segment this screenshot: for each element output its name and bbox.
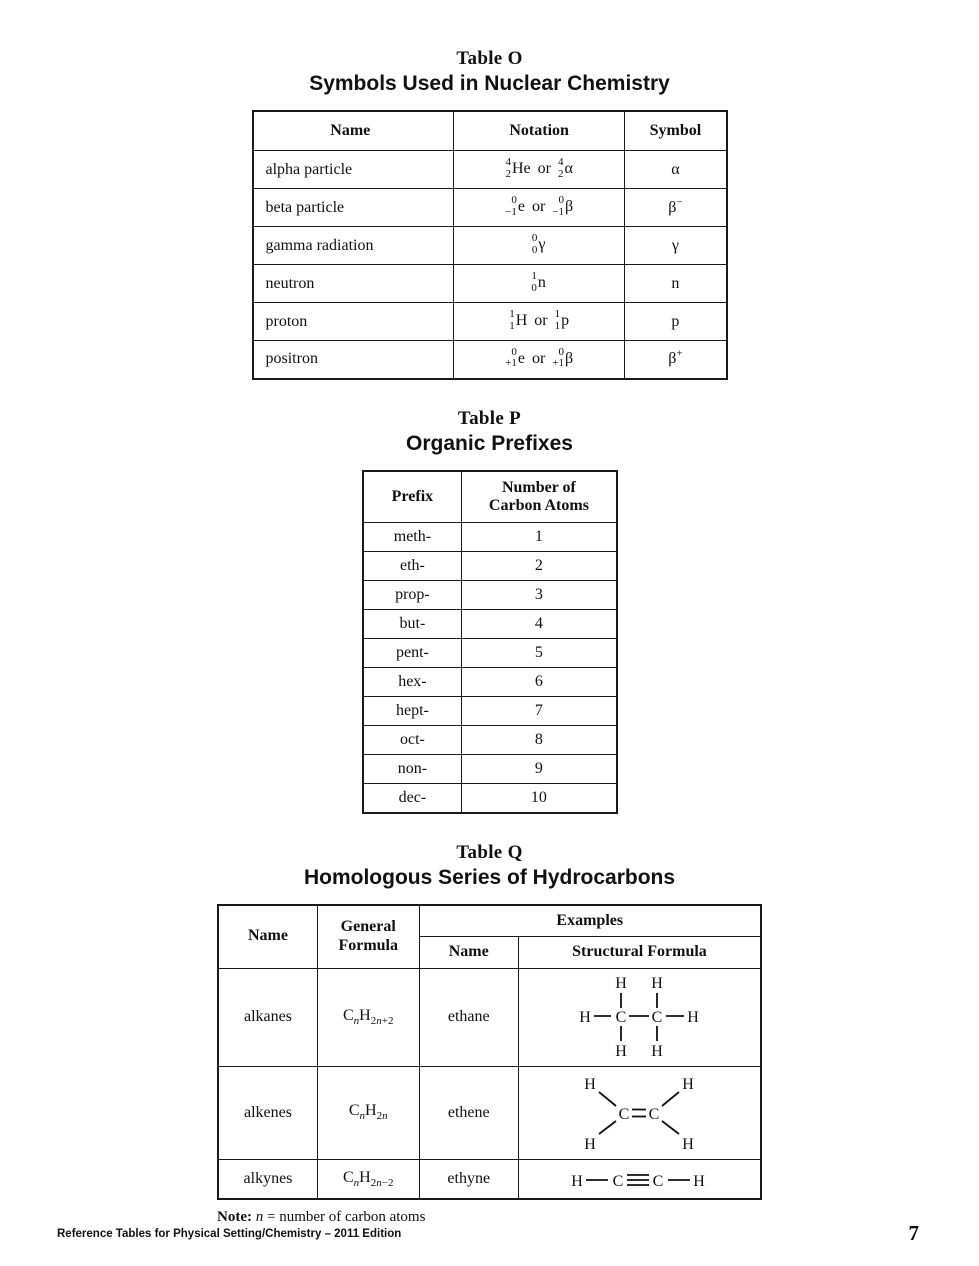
atomic-number: 0 [531,243,538,256]
sub-rest: −2 [381,1176,394,1189]
atom-label: H [682,1135,695,1153]
prefix-cell: dec- [363,784,462,813]
atom-label: C [652,1009,663,1027]
symbol-base: γ [671,236,679,254]
table-o-header-row [253,111,727,151]
series-name: alkenes [218,1066,317,1159]
symbol-charge: + [676,347,683,360]
atomic-number: 1 [554,319,561,332]
table-q-header-row1 [218,905,761,937]
formula-subscript: n [353,1015,360,1028]
nuclide-symbol: e [517,198,525,216]
ethyne-structure [539,1162,739,1196]
table-row [253,151,727,189]
mass-charge-stack [505,157,511,180]
table-row [363,697,617,726]
mass-number: 0 [511,193,517,206]
sub-number: 2 [376,1110,383,1123]
table-p-section [0,408,979,814]
table-row [363,581,617,610]
prefix-cell: hex- [363,668,462,697]
mass-number: 0 [511,345,517,358]
atom-label: C [619,1105,630,1123]
nuclide-notation [505,193,525,218]
particle-name: positron [253,341,454,379]
count-cell: 9 [462,755,617,784]
formula-element: C [348,1102,360,1120]
table-p-subtitle: Organic Prefixes [406,431,573,455]
table-p [362,470,618,814]
formula-element: H [359,1006,371,1024]
table-q-title: Table Q [456,841,523,863]
formula-element: H [359,1168,371,1186]
nuclide-symbol: γ [538,236,546,254]
formula-subscript [371,1015,394,1027]
mass-number: 0 [558,193,564,206]
nuclide-notation [509,307,528,332]
nuclide-notation [546,274,547,291]
symbol-base: p [671,312,680,330]
count-cell: 7 [462,697,617,726]
header-general-formula-line1: General [340,918,396,936]
structural-formula-cell [518,1066,761,1159]
particle-symbol [625,227,727,265]
header-structural-formula: Structural Formula [518,937,761,968]
mass-charge-stack [552,347,564,370]
atom-label: H [651,975,664,993]
prefix-cell: but- [363,610,462,639]
or-text: or [531,349,546,367]
header-carbon-count [462,471,617,523]
nuclide-symbol: H [515,312,528,330]
table-q-section [0,842,979,1226]
nuclide-notation [545,236,546,253]
table-row [218,1159,761,1199]
header-carbon-count-line2: Carbon Atoms [488,496,589,514]
table-row [363,755,617,784]
prefix-cell: eth- [363,552,462,581]
mass-number: 0 [531,231,538,244]
particle-symbol [625,303,727,341]
structural-formula-cell [518,1159,761,1199]
formula-element: C [343,1168,354,1186]
or-text: or [537,160,551,178]
nuclide-symbol: He [511,160,531,178]
particle-name: proton [253,303,454,341]
nuclide-notation [557,155,573,180]
atom-label: H [693,1172,706,1190]
formula-subscript: n [359,1110,366,1123]
formula-element: H [365,1102,377,1120]
particle-notation [454,341,625,379]
example-name: ethene [419,1066,518,1159]
table-q-note [217,1209,762,1226]
structural-formula-cell [518,968,761,1066]
nuclide-symbol: β [565,198,574,216]
sub-n: n [376,1015,382,1028]
header-general-formula [317,905,419,968]
mass-number: 4 [557,155,564,168]
mass-number: 1 [554,307,561,320]
page-number: 7 [908,1221,919,1245]
prefix-cell: non- [363,755,462,784]
symbol-base: β [668,350,677,368]
or-text: or [531,198,546,216]
atomic-number: −1 [552,205,564,218]
footer-edition-text: Reference Tables for Physical Setting/Chemistry – 2011 Edition [57,1228,402,1240]
table-p-header-row [363,471,617,523]
particle-notation [454,151,625,189]
particle-notation [454,189,625,227]
count-cell: 8 [462,726,617,755]
mass-number: 1 [509,307,515,320]
note-text: = number of carbon atoms [266,1209,426,1226]
atom-label: H [579,1009,592,1027]
atomic-number: 2 [505,167,511,180]
formula-subscript [377,1111,388,1123]
table-row [253,303,727,341]
sub-rest: +2 [381,1015,394,1028]
atom-label: H [584,1075,597,1093]
nuclide-notation [554,307,570,332]
table-o-section [0,48,979,380]
atom-label: C [613,1172,624,1190]
sub-n: n [376,1176,382,1189]
table-row [363,552,617,581]
atom-label: H [682,1075,695,1093]
atomic-number: +1 [552,357,564,370]
table-row [363,668,617,697]
note-variable: n [255,1209,264,1226]
mass-charge-stack [509,309,515,332]
mass-charge-stack [531,271,537,294]
symbol-base: n [671,274,680,292]
prefix-cell: meth- [363,523,462,552]
nuclide-notation [505,155,531,180]
count-cell: 10 [462,784,617,813]
atomic-number: 2 [557,167,564,180]
atom-label: H [615,1043,628,1061]
sub-number: 2 [370,1015,377,1028]
table-row [363,726,617,755]
example-name: ethane [419,968,518,1066]
particle-symbol [625,189,727,227]
ethane-structure [549,970,729,1064]
table-o-title: Table O [456,48,523,69]
example-name: ethyne [419,1159,518,1199]
atom-label: H [571,1172,584,1190]
particle-name: beta particle [253,189,454,227]
table-q [217,904,762,1200]
mass-charge-stack [555,309,561,332]
particle-symbol [625,151,727,189]
formula-subscript [371,1177,394,1189]
particle-name: alpha particle [253,151,454,189]
header-notation: Notation [454,111,625,151]
table-row [218,1066,761,1159]
table-o [252,110,728,380]
atomic-number: −1 [505,205,517,218]
count-cell: 2 [462,552,617,581]
general-formula [317,1066,419,1159]
count-cell: 1 [462,523,617,552]
table-row [363,639,617,668]
symbol-base: β [668,198,677,216]
atomic-number: 1 [509,319,515,332]
particle-name: neutron [253,265,454,303]
sub-n: n [382,1110,388,1123]
nuclide-notation [552,193,574,218]
particle-symbol [625,265,727,303]
nuclide-symbol: α [564,160,573,178]
header-examples: Examples [419,905,761,937]
mass-charge-stack [505,347,517,370]
sub-number: 2 [370,1176,377,1189]
table-o-subtitle: Symbols Used in Nuclear Chemistry [309,72,670,95]
general-formula [317,1159,419,1199]
header-series-name: Name [218,905,317,968]
prefix-cell: oct- [363,726,462,755]
atom-label: C [649,1105,660,1123]
count-cell: 6 [462,668,617,697]
atom-label: H [651,1043,664,1061]
nuclide-notation [531,231,546,256]
particle-notation [454,265,625,303]
particle-notation [454,227,625,265]
formula-element: C [343,1006,354,1024]
table-q-subtitle: Homologous Series of Hydrocarbons [303,865,676,889]
table-row [253,265,727,303]
mass-number: 1 [531,269,537,282]
nuclide-notation [531,269,546,294]
atom-label: C [616,1009,627,1027]
series-name: alkanes [218,968,317,1066]
header-name: Name [253,111,454,151]
particle-notation [454,303,625,341]
nuclide-symbol: n [537,274,546,292]
atomic-number: +1 [505,357,517,370]
mass-charge-stack [558,157,564,180]
mass-number: 0 [558,345,564,358]
table-row [363,610,617,639]
or-text: or [534,312,548,330]
particle-symbol [625,341,727,379]
nuclide-symbol: p [561,312,570,330]
mass-charge-stack [552,195,564,218]
table-row [363,523,617,552]
prefix-cell: prop- [363,581,462,610]
formula-subscript: n [353,1176,360,1189]
general-formula [317,968,419,1066]
atom-label: H [687,1009,700,1027]
mass-charge-stack [505,195,517,218]
note-label: Note: [217,1209,252,1226]
mass-number: 4 [505,155,511,168]
symbol-base: α [671,160,680,178]
table-row [253,189,727,227]
particle-name: gamma radiation [253,227,454,265]
header-carbon-count-line1: Number of [501,478,576,496]
count-cell: 5 [462,639,617,668]
symbol-charge: − [676,196,683,209]
table-row [253,227,727,265]
header-example-name: Name [419,937,518,968]
ethene-structure [544,1067,734,1159]
atom-label: C [653,1172,664,1190]
mass-charge-stack [532,233,538,256]
nuclide-symbol: e [517,349,525,367]
header-symbol: Symbol [625,111,727,151]
atomic-number: 0 [531,281,537,294]
nuclide-symbol: β [565,349,574,367]
nuclide-notation [552,345,574,370]
header-prefix: Prefix [363,471,462,523]
count-cell: 4 [462,610,617,639]
prefix-cell: hept- [363,697,462,726]
table-row [253,341,727,379]
atom-label: H [584,1135,597,1153]
table-row [363,784,617,813]
series-name: alkynes [218,1159,317,1199]
prefix-cell: pent- [363,639,462,668]
count-cell: 3 [462,581,617,610]
nuclide-notation [505,345,525,370]
atom-label: H [615,975,628,993]
table-p-title: Table P [457,407,522,429]
header-general-formula-line2: Formula [338,936,398,954]
table-row [218,968,761,1066]
